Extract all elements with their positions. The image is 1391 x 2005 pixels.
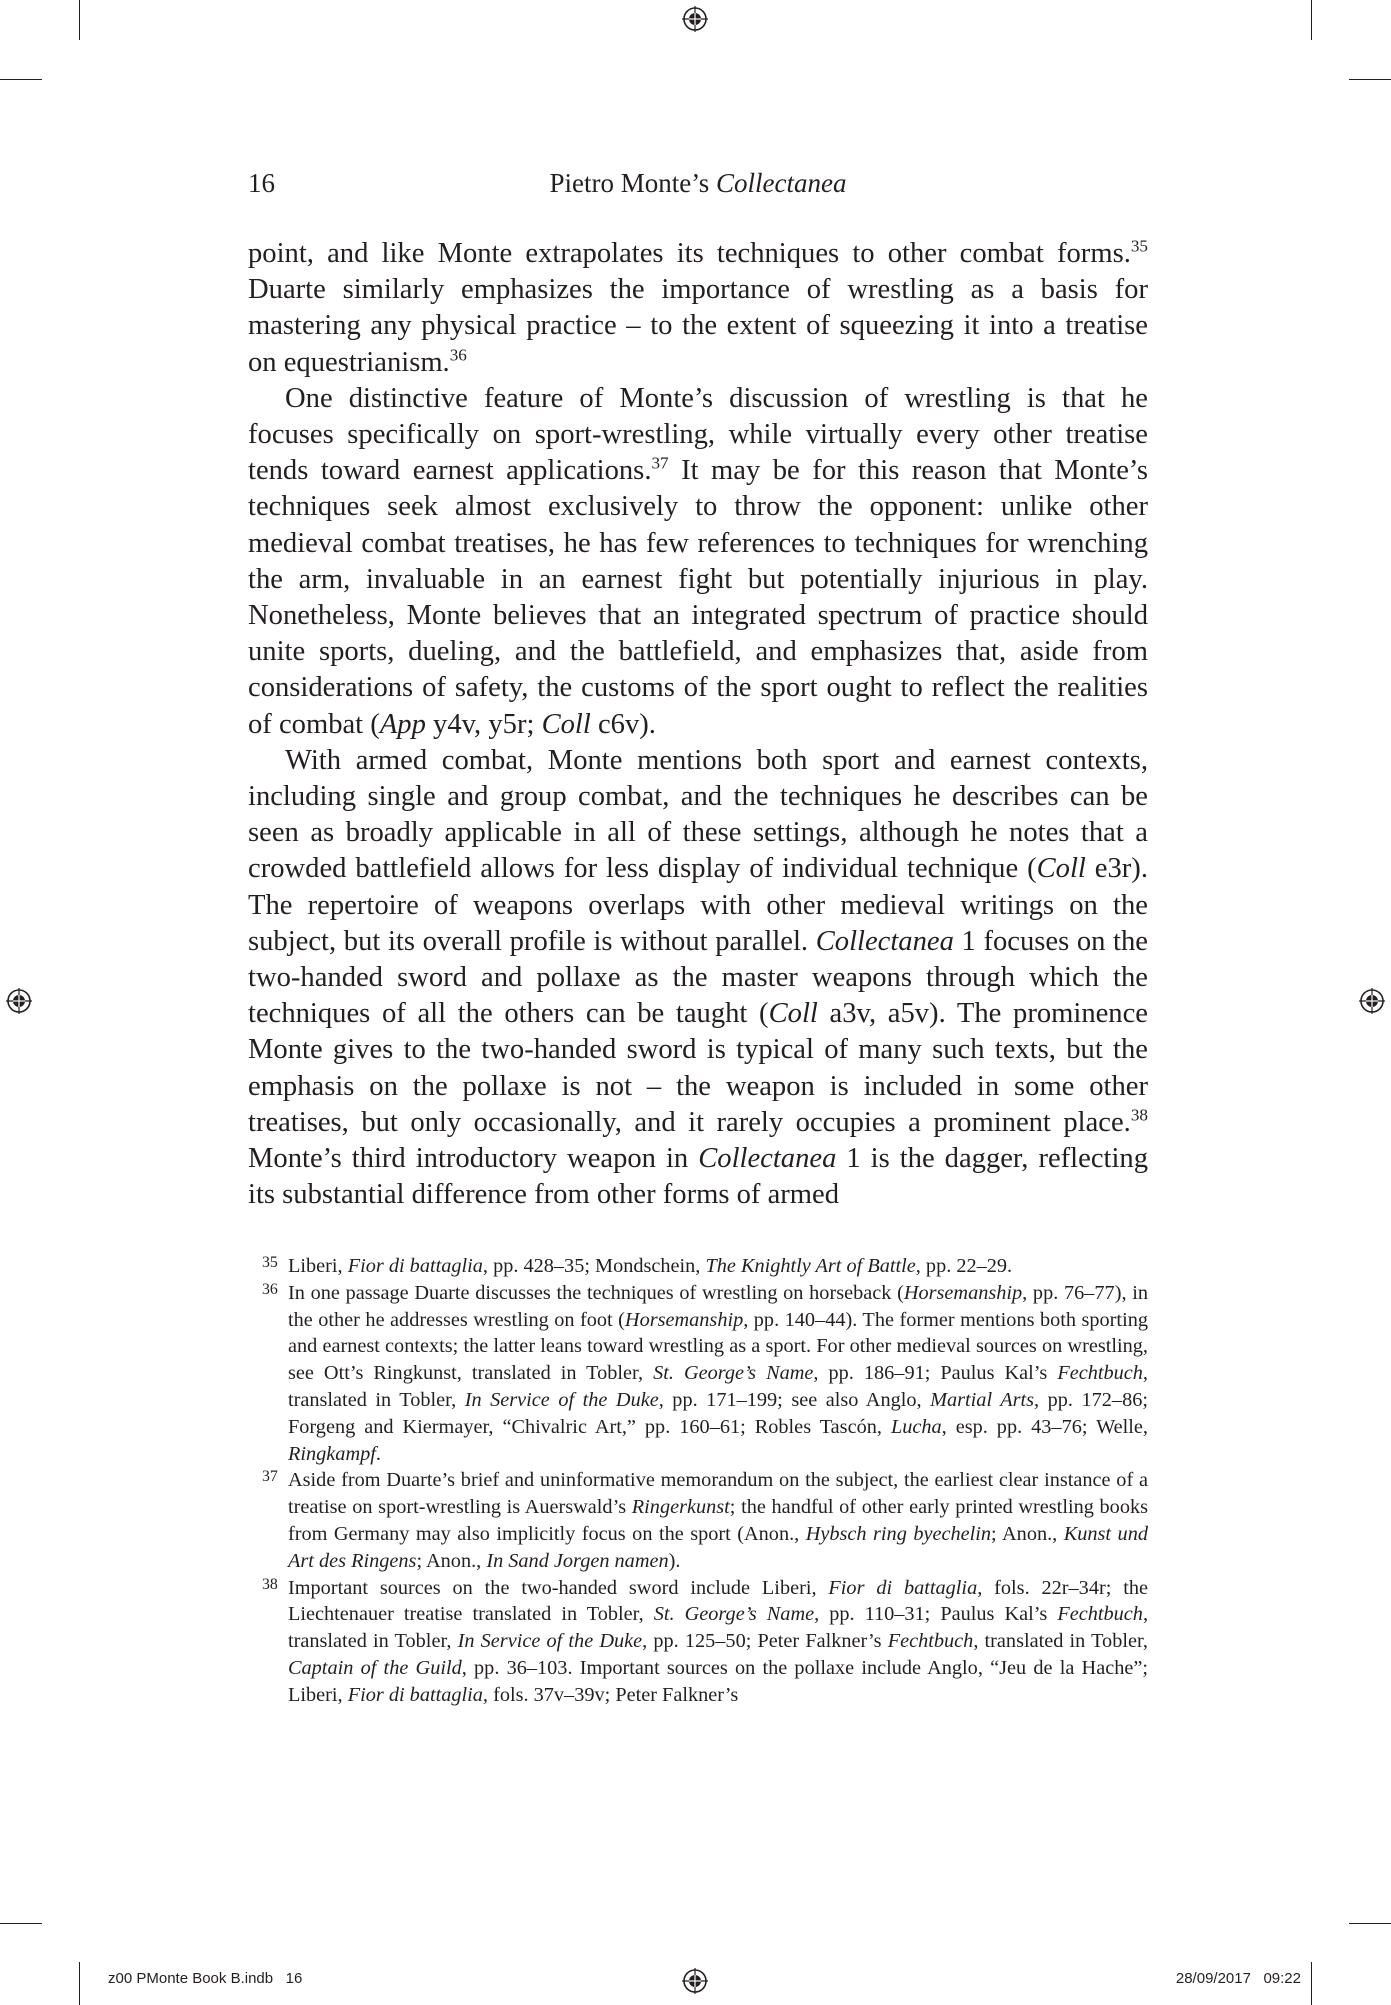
text: c6v). — [590, 708, 656, 740]
italic-text: Ringkampf — [288, 1442, 376, 1465]
footnote-ref: 37 — [651, 453, 669, 473]
footnote-ref: 35 — [1130, 236, 1148, 256]
italic-text: Fior di battaglia — [828, 1576, 978, 1599]
italic-text: Horsemanship — [903, 1281, 1023, 1304]
italic-text: Horsemanship — [624, 1308, 744, 1331]
paragraph — [248, 743, 1148, 1214]
text: Important sources on the two-handed sword include Liberi, — [288, 1576, 829, 1599]
text: ; Anon., — [991, 1522, 1064, 1545]
text: , fols. 37v–39v; Peter Falkner’s — [482, 1683, 739, 1706]
text: y4v, y5r; — [425, 708, 542, 740]
italic-text: Hybsch ring byechelin — [805, 1522, 992, 1545]
crop-mark — [1349, 1923, 1391, 1924]
crop-mark — [79, 0, 80, 40]
running-header — [248, 168, 1148, 208]
text: Liberi, — [288, 1255, 348, 1277]
text: , pp. 171–199; see also Anglo, — [658, 1388, 931, 1411]
slug-file-info: z00 PMonte Book B.indb 16 — [108, 1970, 303, 1987]
text: e3r). The repertoire of weapons overlaps with other medieval writings on the subject, but its overall profile is without parallel. — [248, 853, 1148, 957]
italic-text: Coll — [541, 708, 591, 740]
text: One distinctive feature of Monte’s discussion of wrestling is that he focuses specifically on sport-wrestling, while virtually every other treatise tends toward earnest applications. — [248, 382, 1148, 487]
italic-text: Collectanea — [698, 1143, 837, 1175]
text: 1 is the dagger, reflecting its substantial difference from other forms of armed — [248, 1143, 1148, 1211]
text: , pp. 110–31; Paulus Kal’s — [814, 1603, 1058, 1626]
footnotes — [262, 1253, 1148, 1709]
italic-text: In Service of the Duke — [457, 1630, 643, 1653]
registration-mark-icon — [1359, 988, 1385, 1014]
footnote-ref: 38 — [1130, 1105, 1148, 1125]
footnote: 36 In one passage Duarte discusses the techniques of wrestling on horseback (Horsemanship, pp. 76–77), in the other he addresses wrestling on foot (Horsemanship, pp. 140–44). The former mentions both sporting and earnest contexts; the latter leans toward wrestling as a sport. For other medieval sources on wrestling, see Ott’s Ringkunst, translated in Tobler, St. George’s Name, pp. 186–91; Paulus Kal’s Fechtbuch, translated in Tobler, In Service of the Duke, pp. 171–199; see also Anglo, Martial Arts, pp. 172–86; Forgeng and Kiermayer, “Chivalric Art,” pp. 160–61; Robles Tascón, Lucha, esp. pp. 43–76; Welle, Ringkampf. — [262, 1280, 1149, 1465]
italic-text: Kunst und Art des Ringens — [288, 1522, 1148, 1572]
italic-text: Fechtbuch — [1057, 1603, 1143, 1626]
body-text — [248, 236, 1148, 1213]
italic-text: Fior di battaglia — [347, 1683, 483, 1706]
italic-text: Ringerkunst — [631, 1496, 730, 1519]
italic-text: Fechtbuch — [887, 1630, 974, 1653]
italic-text: St. George’s Name — [653, 1362, 814, 1385]
crop-mark — [0, 79, 42, 80]
slug-datetime: 28/09/2017 09:22 — [1175, 1970, 1301, 1987]
text: , pp. 76–77), in the other he addresses wrestling on foot ( — [288, 1281, 1149, 1331]
text: With armed combat, Monte mentions both sport and earnest contexts, including single and group combat, and the techniques he describes can be seen as broadly applicable in all of these settings, although he notes that a crowded battlefield allows for less display of individual technique ( — [248, 744, 1148, 885]
text: 1 focuses on the two-handed sword and pollaxe as the master weapons through which the techniques of all the others can be taught ( — [248, 925, 1148, 1030]
italic-text: In Sand Jorgen namen — [486, 1549, 669, 1572]
text: , pp. 125–50; Peter Falkner’s — [642, 1630, 888, 1653]
text: ; Anon., — [416, 1549, 487, 1572]
text: , esp. pp. 43–76; Welle, — [941, 1415, 1148, 1438]
text: It may be for this reason that Monte’s techniques seek almost exclusively to throw the opponent: unlike other medieval combat treatises, he has few references to techniques for wrenching the arm, invaluable in an earnest fight but potentially injurious in play. Nonetheless, Monte believes that an integrated spectrum of practice should unite sports, dueling, and the battlefield, and emphasizes that, aside from considerations of safety, the customs of the sport ought to reflect the realities of combat ( — [248, 455, 1148, 740]
text: . — [375, 1442, 381, 1465]
text: , pp. 428–35; Mondschein, — [482, 1255, 706, 1277]
italic-text: Coll — [768, 998, 818, 1030]
running-head-author: Pietro Monte’s — [549, 168, 717, 198]
italic-text: Fechtbuch — [1057, 1362, 1143, 1385]
italic-text: Coll — [1036, 853, 1086, 885]
text: Duarte similarly emphasizes the importance of wrestling as a basis for mastering any physical practice – to the extent of squeezing it into a treatise on equestrianism. — [248, 274, 1148, 378]
page-number: 16 — [248, 168, 275, 198]
registration-mark-icon — [682, 6, 708, 32]
text: , pp. 186–91; Paulus Kal’s — [813, 1362, 1058, 1385]
text: Aside from Duarte’s brief and uninformative memorandum on the subject, the earliest clear instance of a treatise on sport-wrestling is Auerswald’s — [288, 1469, 1148, 1519]
italic-text: In Service of the Duke — [464, 1388, 659, 1411]
italic-text: Martial Arts — [930, 1388, 1035, 1411]
italic-text: Collectanea — [815, 925, 954, 957]
running-head — [248, 168, 1148, 199]
paragraph — [248, 381, 1148, 743]
paragraph — [248, 236, 1148, 381]
footnote: 38 Important sources on the two-handed sword include Liberi, Fior di battaglia, fols. 22r–34r; the Liechtenauer treatise translated in Tobler, St. George’s Name, pp. 110–31; Paulus Kal’s Fechtbuch, translated in Tobler, In Service of the Duke, pp. 125–50; Peter Falkner’s Fechtbuch, translated in Tobler, Captain of the Guild, pp. 36–103. Important sources on the pollaxe include Anglo, “Jeu de la Hache”; Liberi, Fior di battaglia, fols. 37v–39v; Peter Falkner’s — [262, 1575, 1149, 1706]
text: , translated in Tobler, — [288, 1603, 1149, 1653]
crop-mark — [1311, 0, 1312, 40]
italic-text: Captain of the Guild — [288, 1656, 462, 1679]
italic-text: St. George’s Name — [653, 1603, 815, 1626]
italic-text: App — [379, 708, 426, 740]
crop-mark — [1349, 79, 1391, 80]
italic-text: The Knightly Art of Battle — [705, 1255, 916, 1277]
text: , pp. 172–86; Forgeng and Kiermayer, “Chivalric Art,” pp. 160–61; Robles Tascón, — [288, 1388, 1148, 1438]
footnote: 37 Aside from Duarte’s brief and uninformative memorandum on the subject, the earliest clear instance of a treatise on sport-wrestling is Auerswald’s Ringerkunst; the handful of other early printed wrestling books from Germany may also implicitly focus on the sport (Anon., Hybsch ring byechelin; Anon., Kunst und Art des Ringens; Anon., In Sand Jorgen namen). — [262, 1468, 1148, 1572]
running-head-title: Collectanea — [716, 168, 847, 198]
italic-text: Fior di battaglia — [347, 1255, 483, 1277]
crop-mark — [0, 1923, 42, 1924]
registration-mark-icon — [682, 1968, 708, 1994]
registration-mark-icon — [6, 988, 32, 1014]
text: , translated in Tobler, — [288, 1362, 1148, 1411]
crop-mark — [1311, 1962, 1312, 2005]
text: , pp. 140–44). The former mentions both sporting and earnest contexts; the latter leans toward wrestling as a sport. For other medieval sources on wrestling, see Ott’s Ringkunst, translated in Tobler, — [288, 1308, 1148, 1385]
text: , translated in Tobler, — [973, 1630, 1148, 1653]
text: , pp. 22–29. — [915, 1255, 1013, 1277]
crop-mark — [79, 1962, 80, 2005]
text: a3v, a5v). The prominence Monte gives to the two-handed sword is typical of many such texts, but the emphasis on the pollaxe is not – the weapon is included in some other treatises, but only occasionally, and it rarely occupies a prominent place. — [248, 998, 1148, 1138]
text: ). — [668, 1549, 681, 1572]
text: , fols. 22r–34r; the Liechtenauer treatise translated in Tobler, — [288, 1576, 1148, 1626]
text: , pp. 36–103. Important sources on the pollaxe include Anglo, “Jeu de la Hache”; Liberi, — [288, 1656, 1148, 1706]
footnote-ref: 36 — [449, 344, 467, 364]
text: ; the handful of other early printed wrestling books from Germany may also implicitly focus on the sport (Anon., — [288, 1496, 1148, 1545]
text: point, and like Monte extrapolates its techniques to other combat forms. — [248, 238, 1131, 269]
text: Monte’s third introductory weapon in — [248, 1143, 699, 1175]
italic-text: Lucha — [890, 1415, 942, 1438]
footnote: 35 Liberi, Fior di battaglia, pp. 428–35; Mondschein, The Knightly Art of Battle, pp. 22–29. — [262, 1253, 1013, 1277]
text: In one passage Duarte discusses the techniques of wrestling on horseback ( — [288, 1281, 904, 1304]
